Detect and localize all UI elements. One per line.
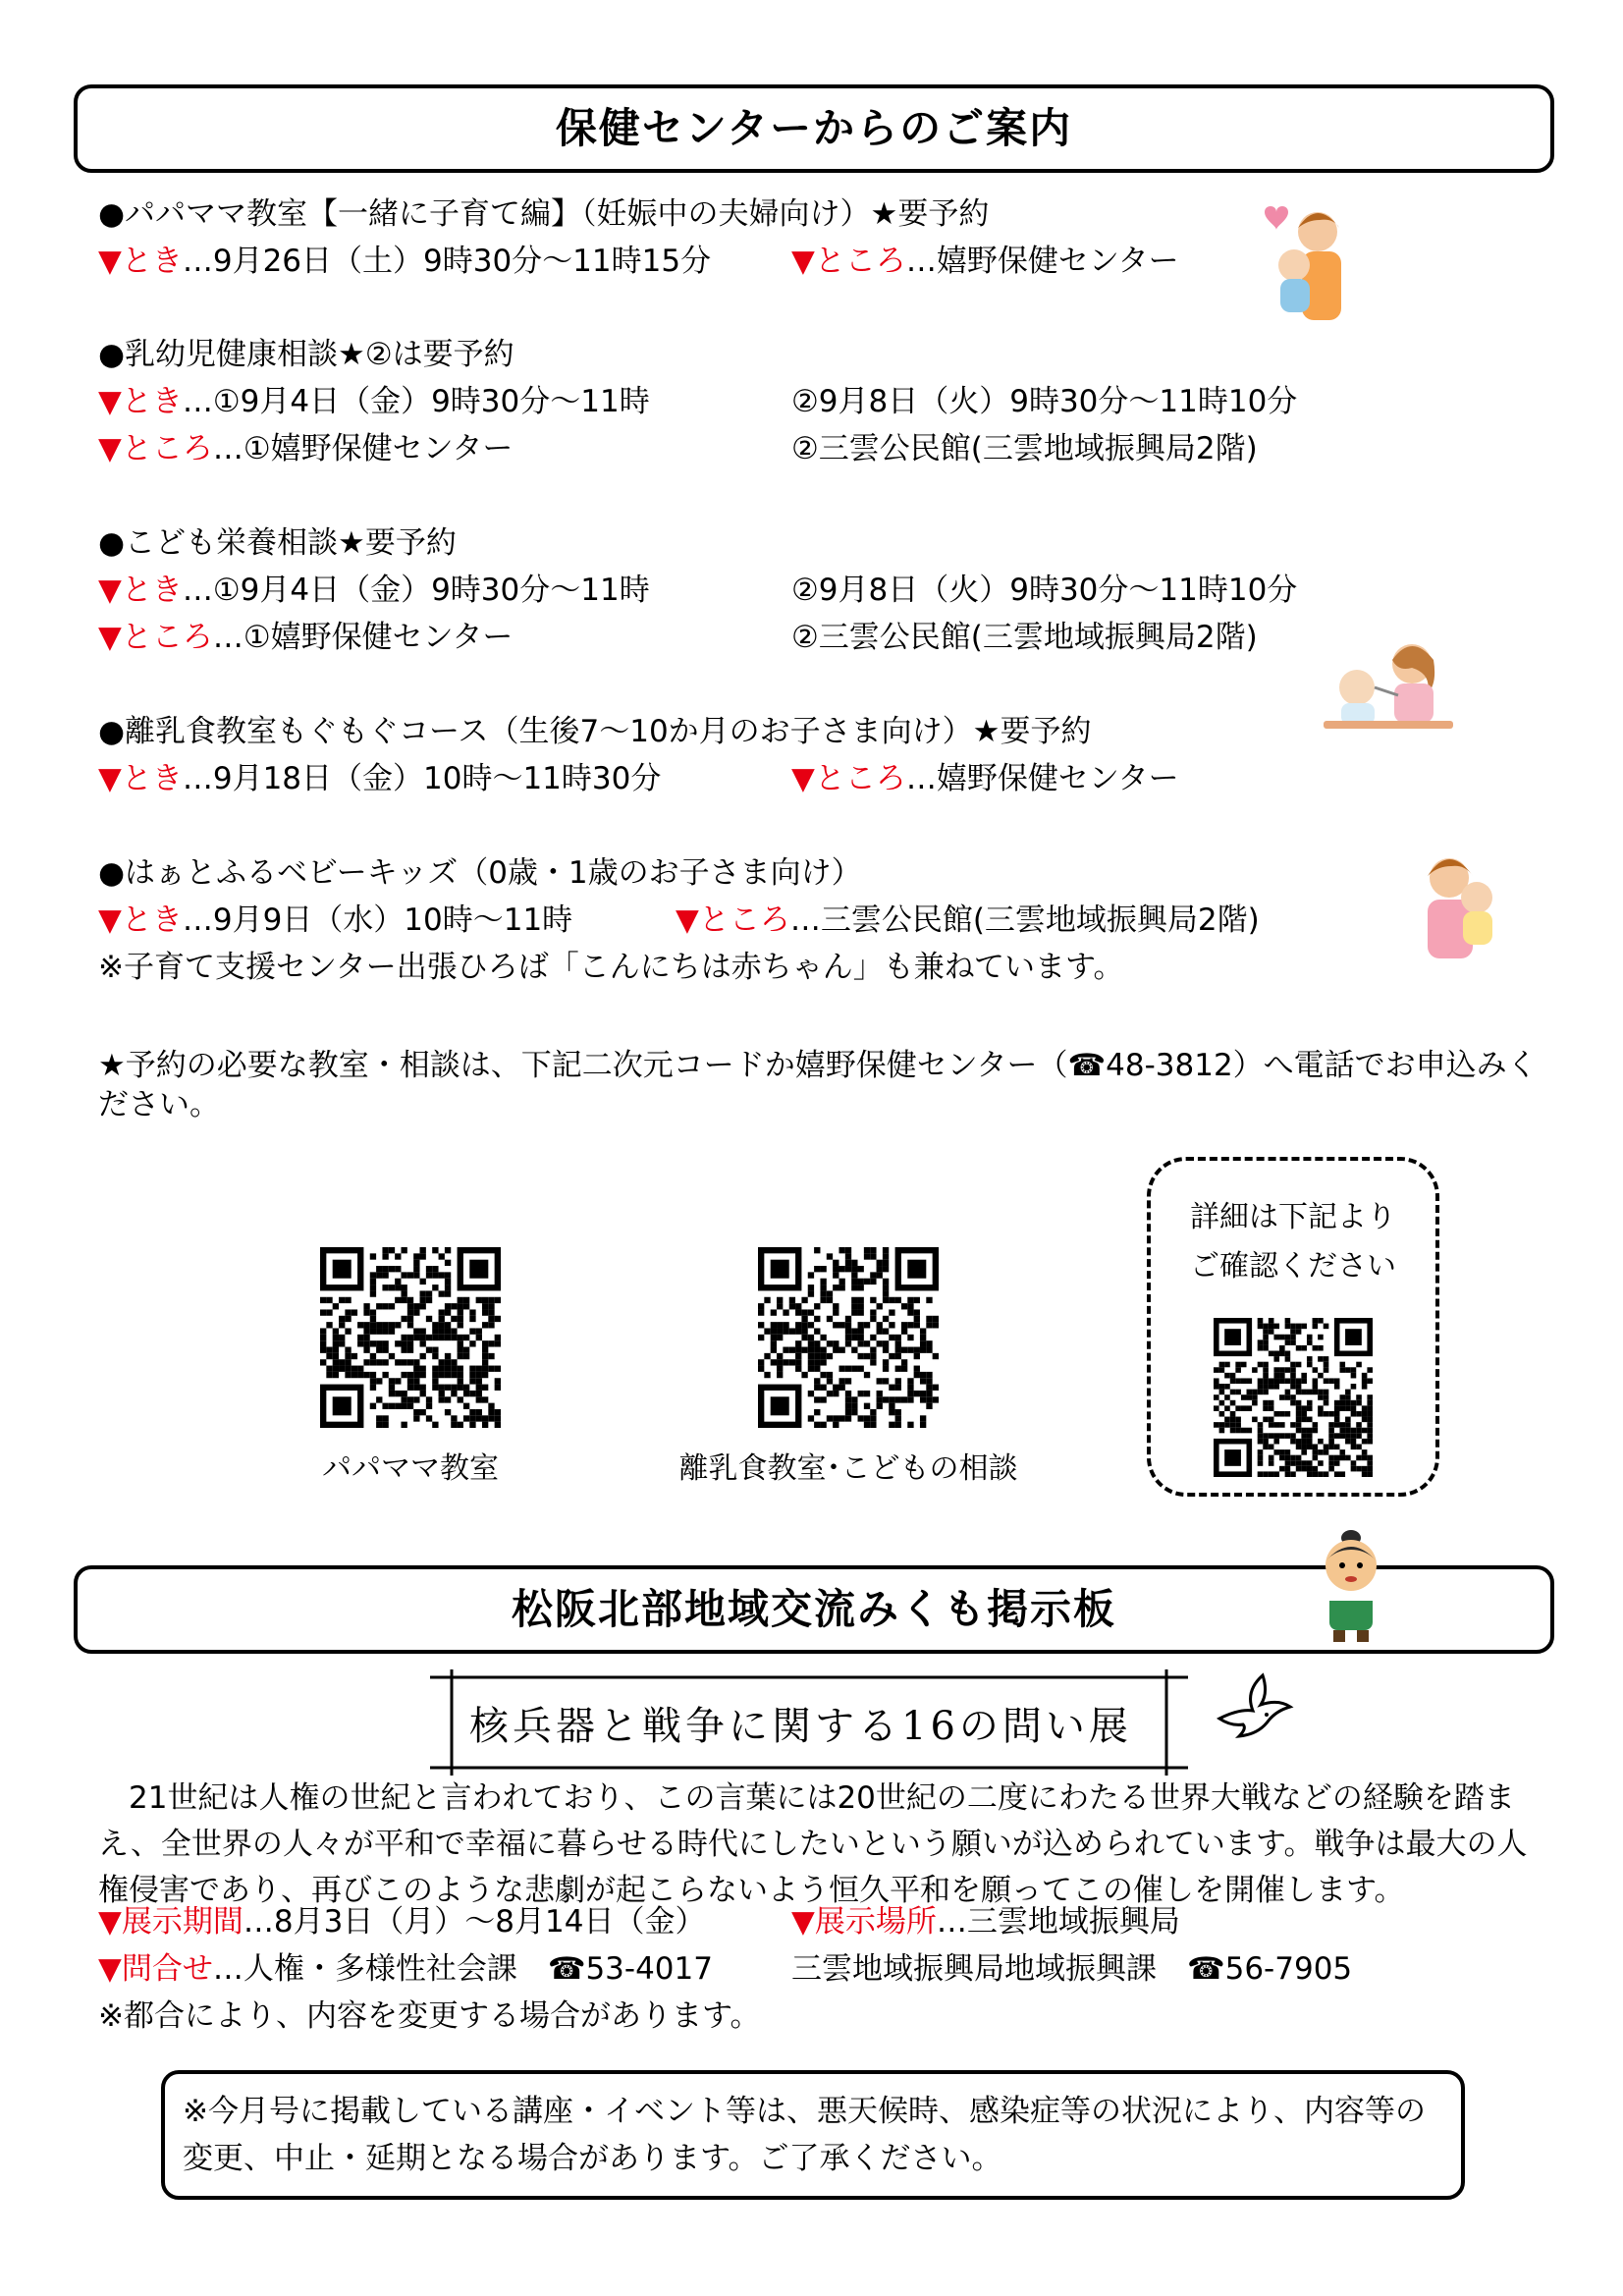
when-value: …9月18日（金）10時～11時30分	[182, 761, 662, 796]
where-label: ▼ところ	[676, 902, 790, 938]
heartful-note: ※子育て支援センター出張ひろば「こんにちは赤ちゃん」も兼ねています。	[98, 950, 1124, 985]
period-label: ▼展示期間	[98, 1904, 243, 1940]
papa-mama-qr-code[interactable]	[320, 1247, 501, 1428]
heartful-when	[98, 902, 573, 938]
papa-mama-qr-caption: パパママ教室	[322, 1451, 499, 1486]
feeding-illustration	[1324, 634, 1453, 733]
child-nutrition-title: ●こども栄養相談★要予約	[98, 525, 457, 561]
health-center-header	[74, 84, 1554, 173]
infant-consult-title: ●乳幼児健康相談★②は要予約	[98, 337, 514, 372]
weaning-where	[791, 761, 1179, 796]
exhibit-contact-2: 三雲地域振興局地域振興課 ☎56-7905	[791, 1951, 1353, 1987]
infant-consult-when-2: ②9月8日（火）9時30分～11時10分	[791, 384, 1298, 419]
mother-baby-illustration	[1257, 194, 1355, 328]
where-value: …嬉野保健センター	[905, 244, 1179, 279]
where-label: ▼ところ	[98, 620, 213, 655]
where-label: ▼ところ	[791, 761, 906, 796]
when-label: ▼とき	[98, 244, 183, 279]
when-value-1: …①9月4日（金）9時30分～11時	[182, 573, 650, 608]
weaning-when	[98, 761, 662, 796]
when-value-1: …①9月4日（金）9時30分～11時	[182, 384, 650, 419]
where-value-1: …①嬉野保健センター	[212, 620, 514, 655]
contact-label: ▼問合せ	[98, 1951, 213, 1987]
exhibit-description-line-1: 21世紀は人権の世紀と言われており、この言葉には20世紀の二度にわたる世界大戦などの経験を踏ま	[98, 1780, 1515, 1816]
mascot-illustration	[1314, 1526, 1388, 1644]
period-value: …8月3日（月）～8月14日（金）	[243, 1904, 706, 1940]
child-nutrition-when-2: ②9月8日（火）9時30分～11時10分	[791, 573, 1298, 608]
place-value: …三雲地域振興局	[936, 1904, 1180, 1940]
footer-notice-line-2: 変更、中止・延期となる場合があります。ご了承ください。	[183, 2141, 1002, 2176]
contact-value: …人権・多様性社会課 ☎53-4017	[212, 1951, 713, 1987]
reservation-note-line-1: ★予約の必要な教室・相談は、下記二次元コードか嬉野保健センター（☎48-3812）へ電話でお申込みく	[98, 1048, 1538, 1083]
when-value: …9月9日（水）10時～11時	[182, 902, 573, 938]
heartful-title: ●はぁとふるベビーキッズ（0歳・1歳のお子さま向け）	[98, 855, 862, 891]
footer-notice-line-1: ※今月号に掲載している講座・イベント等は、悪天候時、感染症等の状況により、内容等の	[183, 2094, 1426, 2129]
exhibit-contact	[98, 1951, 713, 1987]
papa-mama-where	[791, 246, 1179, 277]
exhibit-description	[98, 1776, 1532, 1914]
where-value: …三雲公民館(三雲地域振興局2階)	[789, 902, 1260, 938]
details-text-2: ご確認ください	[1190, 1249, 1396, 1284]
exhibit-place	[791, 1904, 1180, 1940]
health-center-header-text: 保健センターからのご案内	[555, 104, 1073, 152]
details-text-1: 詳細は下記より	[1190, 1200, 1396, 1234]
bulletin-board-header-text: 松阪北部地域交流みくも掲示板	[511, 1585, 1116, 1633]
place-label: ▼展示場所	[791, 1904, 937, 1940]
when-label: ▼とき	[98, 902, 183, 938]
child-nutrition-where	[98, 620, 514, 655]
reservation-note-line-2: ださい。	[98, 1087, 220, 1122]
details-qr-code[interactable]	[1214, 1318, 1373, 1477]
where-value-1: …①嬉野保健センター	[212, 431, 514, 466]
when-value: …9月26日（土）9時30分～11時15分	[182, 244, 712, 279]
footer-notice-box	[161, 2070, 1465, 2200]
infant-consult-where-2: ②三雲公民館(三雲地域振興局2階)	[791, 431, 1258, 466]
infant-consult-where	[98, 431, 514, 466]
when-label: ▼とき	[98, 384, 183, 419]
exhibit-title: 核兵器と戦争に関する16の問い展	[469, 1704, 1132, 1749]
heartful-where	[676, 902, 1260, 938]
where-value: …嬉野保健センター	[905, 761, 1179, 796]
weaning-consult-qr-caption: 離乳食教室･こどもの相談	[678, 1451, 1018, 1486]
mother-baby-illustration-2	[1414, 847, 1504, 964]
where-label: ▼ところ	[98, 431, 213, 466]
exhibit-period	[98, 1904, 706, 1940]
papa-mama-title: ●パパママ教室【一緒に子育て編】（妊娠中の夫婦向け）★要予約	[98, 196, 990, 232]
exhibit-description-line-3: 権侵害であり、再びこのような悲劇が起こらないよう恒久平和を願ってこの催しを開催します。	[98, 1873, 1405, 1908]
child-nutrition-where-2: ②三雲公民館(三雲地域振興局2階)	[791, 620, 1258, 655]
infant-consult-when	[98, 384, 650, 419]
child-nutrition-when	[98, 575, 650, 606]
when-label: ▼とき	[98, 761, 183, 796]
when-label: ▼とき	[98, 573, 183, 608]
dove-icon	[1210, 1669, 1298, 1748]
exhibit-description-line-2: え、全世界の人々が平和で幸福に暮らせる時代にしたいという願いが込められています。戦争は最大の人	[98, 1827, 1528, 1862]
weaning-consult-qr-code[interactable]	[758, 1247, 939, 1428]
papa-mama-when	[98, 246, 711, 277]
weaning-title: ●離乳食教室もぐもぐコース（生後7～10か月のお子さま向け）★要予約	[98, 714, 1092, 749]
where-label: ▼ところ	[791, 244, 906, 279]
exhibit-change-note: ※都合により、内容を変更する場合があります。	[98, 1998, 761, 2034]
